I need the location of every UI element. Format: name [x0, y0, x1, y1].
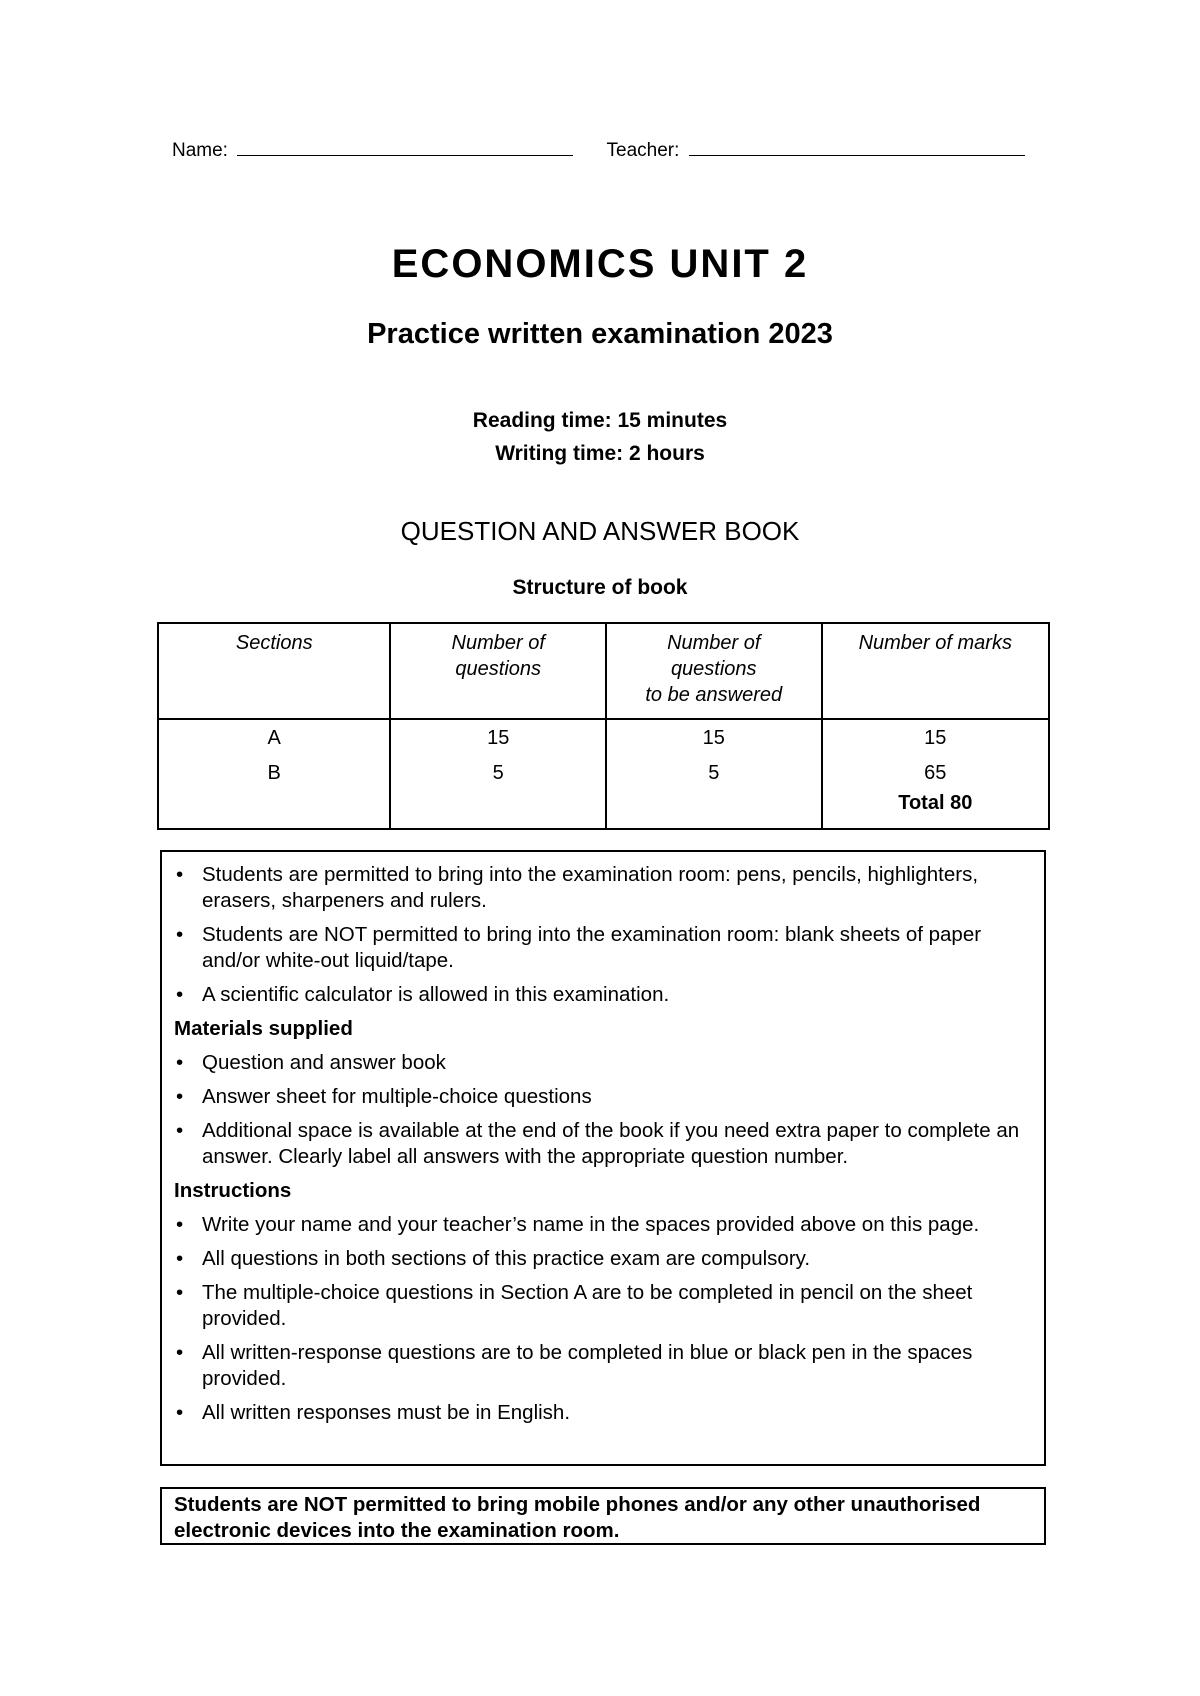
bullet-icon: •	[176, 1085, 184, 1108]
bullet-icon: •	[176, 923, 184, 946]
cell-questions: 15	[390, 719, 606, 755]
teacher-label: Teacher:	[606, 140, 680, 161]
instructions-box	[160, 850, 1046, 1466]
cell-answered: 5	[606, 755, 822, 790]
teacher-line[interactable]	[689, 154, 1025, 156]
name-teacher-row	[172, 140, 1025, 162]
list-item: • Students are permitted to bring into the examination room: pens, pencils, highlighters, erasers, sharpeners and rulers.	[176, 863, 979, 912]
header-number-of-questions: Number of questions	[390, 623, 606, 719]
header-number-of-marks: Number of marks	[822, 623, 1049, 719]
instructions-list	[174, 1212, 1032, 1426]
cell-marks: 15	[822, 719, 1049, 755]
materials-list	[174, 1050, 1032, 1170]
device-warning: Students are NOT permitted to bring mobile phones and/or any other unauthorised electronic devices into the examination room.	[160, 1487, 1046, 1545]
header-questions-to-be-answered: Number of questions to be answered	[606, 623, 822, 719]
bullet-icon: •	[176, 1281, 184, 1304]
name-line[interactable]	[237, 154, 573, 156]
structure-heading: Structure of book	[512, 576, 688, 599]
table-row	[158, 719, 1049, 755]
cell-answered: 15	[606, 719, 822, 755]
cell-section: B	[158, 755, 390, 790]
reading-time: Reading time: 15 minutes	[472, 409, 728, 432]
table-total-row	[158, 790, 1049, 829]
name-label: Name:	[172, 140, 228, 161]
list-item: • All written-response questions are to be completed in blue or black pen in the spaces provided.	[176, 1341, 973, 1390]
list-item: • Additional space is available at the end of the book if you need extra paper to complete an answer. Clearly label all answers with the appropriate question number.	[176, 1119, 1020, 1168]
list-item: • All written responses must be in English.	[176, 1401, 571, 1424]
list-item: • The multiple-choice questions in Section A are to be completed in pencil on the sheet provided.	[176, 1281, 973, 1330]
bullet-icon: •	[176, 1119, 184, 1142]
cell-questions: 5	[390, 755, 606, 790]
instructions-heading: Instructions	[174, 1179, 292, 1202]
table-row	[158, 755, 1049, 790]
book-title: QUESTION AND ANSWER BOOK	[400, 516, 800, 546]
table-header-row	[158, 623, 1049, 719]
name-field[interactable]	[172, 140, 573, 162]
total-marks: Total 80	[822, 790, 1049, 829]
header-sections: Sections	[158, 623, 390, 719]
bullet-icon: •	[176, 1051, 184, 1074]
list-item: • Students are NOT permitted to bring into the examination room: blank sheets of paper and/or white-out liquid/tape.	[176, 923, 982, 972]
list-item: • Answer sheet for multiple-choice questions	[176, 1085, 592, 1108]
list-item: • Write your name and your teacher’s name in the spaces provided above on this page.	[176, 1213, 980, 1236]
page-title: ECONOMICS UNIT 2	[391, 242, 809, 286]
bullet-icon: •	[176, 983, 184, 1006]
materials-heading: Materials supplied	[174, 1017, 353, 1040]
cell-section: A	[158, 719, 390, 755]
bullet-icon: •	[176, 1213, 184, 1236]
page-subtitle: Practice written examination 2023	[367, 318, 833, 350]
bullet-icon: •	[176, 1341, 184, 1364]
bullet-icon: •	[176, 1247, 184, 1270]
bullet-icon: •	[176, 1401, 184, 1424]
bullet-icon: •	[176, 863, 184, 886]
writing-time: Writing time: 2 hours	[495, 442, 705, 465]
list-item: • All questions in both sections of this practice exam are compulsory.	[176, 1247, 811, 1270]
rules-list	[174, 862, 1032, 1008]
list-item: • Question and answer book	[176, 1051, 446, 1074]
structure-table	[157, 622, 1050, 830]
cell-marks: 65	[822, 755, 1049, 790]
list-item: • A scientific calculator is allowed in this examination.	[176, 983, 670, 1006]
teacher-field[interactable]	[607, 140, 1025, 162]
